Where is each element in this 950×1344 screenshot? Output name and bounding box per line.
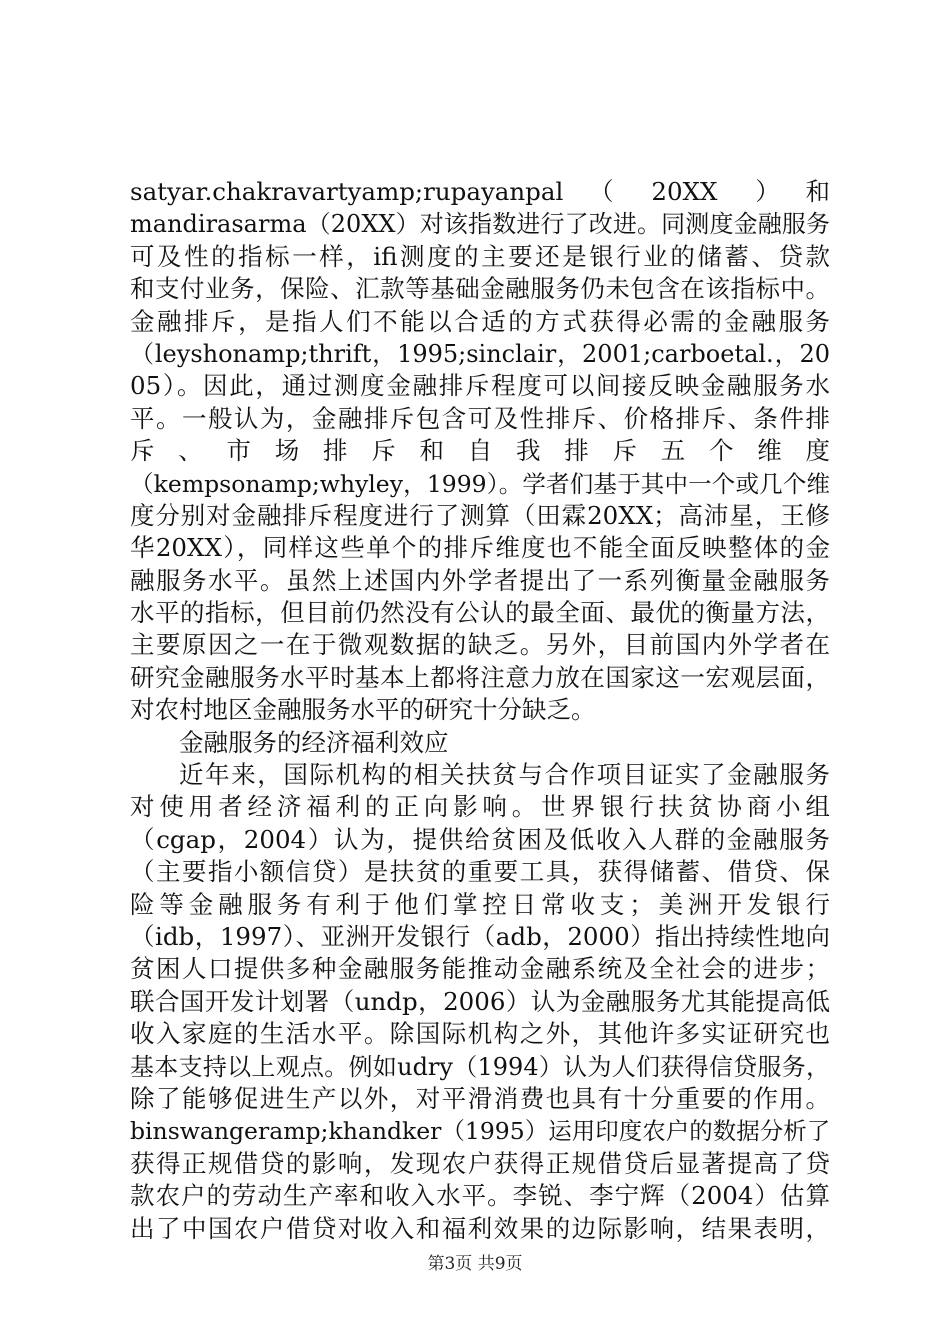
text-line: 度分别对金融排斥程度进行了测算（田霖20XX；高沛星，王修 (130, 500, 830, 530)
text-line: 收入家庭的生活水平。除国际机构之外，其他许多实证研究也 (130, 1019, 830, 1049)
text-line: 可及性的指标一样，ifi测度的主要还是银行业的储蓄、贷款 (130, 241, 830, 271)
text-line: satyar.chakravartyamp;rupayanpal （ 20XX ） 和 (130, 177, 830, 206)
text-line: 05）。因此，通过测度金融排斥程度可以间接反映金融服务水 (130, 371, 830, 401)
text-line: （cgap，2004）认为，提供给贫困及低收入人群的金融服务 (130, 824, 830, 854)
text-line: 基本支持以上观点。例如udry（1994）认为人们获得信贷服务， (130, 1052, 830, 1081)
text-line: 对使用者经济福利的正向影响。世界银行扶贫协商小组 (130, 792, 830, 822)
text-line: 除了能够促进生产以外，对平滑消费也具有十分重要的作用。 (130, 1083, 830, 1113)
text-line: （idb，1997）、亚洲开发银行（adb，2000）指出持续性地向 (130, 921, 830, 951)
text-line: 平。一般认为，金融排斥包含可及性排斥、价格排斥、条件排 (130, 403, 830, 433)
text-line: 联合国开发计划署（undp，2006）认为金融服务尤其能提高低 (130, 986, 830, 1016)
text-line: mandirasarma（20XX）对该指数进行了改进。同测度金融服务 (130, 210, 830, 239)
text-line: 近年来，国际机构的相关扶贫与合作项目证实了金融服务 (179, 760, 830, 790)
text-line: binswangeramp;khandker（1995）运用印度农户的数据分析了 (130, 1117, 831, 1146)
text-line: （leyshonamp;thrift，1995;sinclair，2001;carboetal.，20 (130, 339, 830, 368)
text-line: 和支付业务，保险、汇款等基础金融服务仍未包含在该指标中。 (130, 274, 830, 304)
paragraph-1 (130, 176, 830, 727)
text-line: 融服务水平。虽然上述国内外学者提出了一系列衡量金融服务 (130, 565, 830, 595)
paragraph-2 (130, 759, 830, 1245)
text-line: 研究金融服务水平时基本上都将注意力放在国家这一宏观层面， (130, 662, 830, 692)
text-line: 款农户的劳动生产率和收入水平。李锐、李宁辉（2004）估算 (130, 1181, 830, 1211)
text-line: 水平的指标，但目前仍然没有公认的最全面、最优的衡量方法， (130, 598, 830, 628)
text-line: 获得正规借贷的影响，发现农户获得正规借贷后显著提高了贷 (130, 1148, 830, 1178)
text-line: 出了中国农户借贷对收入和福利效果的边际影响，结果表明， (130, 1213, 830, 1243)
text-line: 金融排斥，是指人们不能以合适的方式获得必需的金融服务 (130, 306, 830, 336)
text-line: 斥、市场排斥和自我排斥五个维度 (130, 436, 830, 466)
text-line: 贫困人口提供多种金融服务能推动金融系统及全社会的进步； (130, 954, 830, 984)
text-line: （kempsonamp;whyley，1999）。学者们基于其中一个或几个维 (130, 469, 830, 498)
document-body (130, 176, 830, 1245)
page-number-footer: 第3页 共9页 (427, 1254, 523, 1274)
section-heading: 金融服务的经济福利效应 (179, 727, 449, 757)
text-line: 华20XX），同样这些单个的排斥维度也不能全面反映整体的金 (130, 533, 830, 563)
text-line: 险等金融服务有利于他们掌控日常收支；美洲开发银行 (130, 889, 830, 919)
text-line: 对农村地区金融服务水平的研究十分缺乏。 (130, 695, 596, 725)
text-line: （主要指小额信贷）是扶贫的重要工具，获得储蓄、借贷、保 (130, 857, 830, 887)
text-line: 主要原因之一在于微观数据的缺乏。另外，目前国内外学者在 (130, 630, 830, 660)
